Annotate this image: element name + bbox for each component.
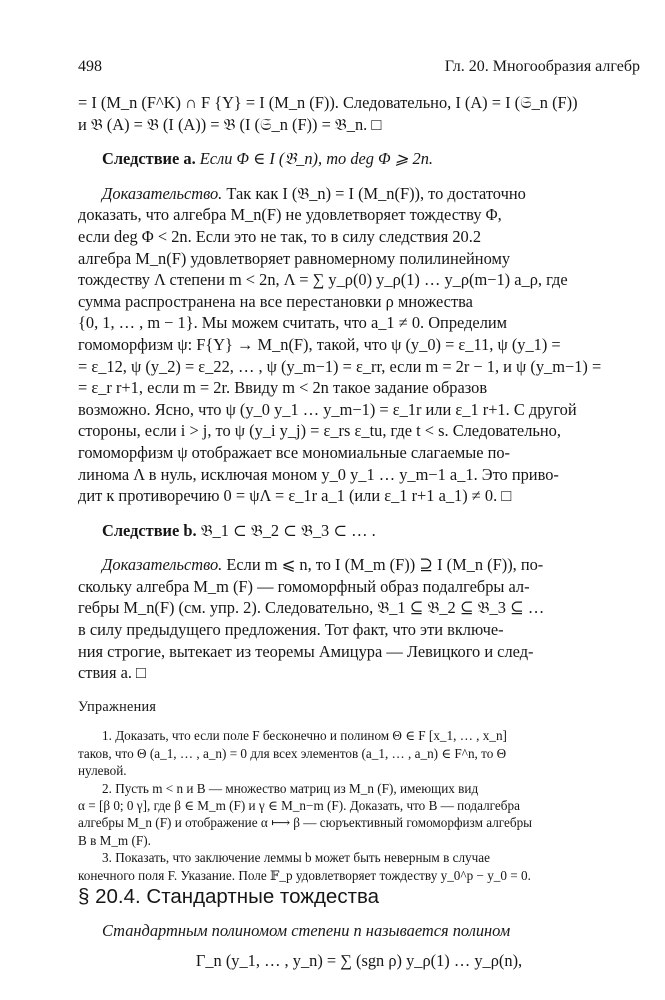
corollary-a-label: Следствие a. xyxy=(102,149,196,169)
text-line: алгебры M_n (F) и отображение α ⟼ β — сюръективный гомоморфизм алгебры xyxy=(78,815,533,831)
text-line: гомоморфизм ψ отображает все мономиальные слагаемые по- xyxy=(78,442,511,462)
text-line: и 𝔅 (A) = 𝔅 (I (A)) = 𝔅 (I (𝔖_n (F)) = 𝔅_n. □ xyxy=(78,114,382,134)
exercises-heading: Упражнения xyxy=(78,698,157,715)
exercises-list xyxy=(78,727,640,884)
exercise-item: 2. Пусть m < n и B — множество матриц из M_n (F), имеющих вид xyxy=(102,780,479,796)
text-line: алгебра M_n(F) удовлетворяет равномерному полилинейному xyxy=(78,248,511,268)
running-head: Гл. 20. Многообразия алгебр xyxy=(444,58,640,75)
text-line: ния строгие, вытекает из теоремы Амицура — Левицкого и след- xyxy=(78,641,534,661)
proof-b-label: Доказательство. xyxy=(102,555,223,575)
text-line: скольку алгебра M_m (F) — гомоморфный образ подалгебры ал- xyxy=(78,576,530,596)
corollary-a-statement: Если Φ ∈ I (𝔅_n), то deg Φ ⩾ 2n. xyxy=(199,149,433,169)
text-line: возможно. Ясно, что ψ (y_0 y_1 … y_m−1) = ε_1r или ε_1 r+1. С другой xyxy=(78,399,577,419)
text-line: {0, 1, … , m − 1}. Мы можем считать, что a_1 ≠ 0. Определим xyxy=(78,313,508,333)
corollary-b xyxy=(78,520,640,542)
exercise-item: 3. Показать, что заключение леммы b может быть неверным в случае xyxy=(102,850,490,866)
text-line: стороны, если i > j, то ψ (y_i y_j) = ε_rs ε_tu, где t < s. Следовательно, xyxy=(78,421,561,441)
text-line: = ε_12, ψ (y_2) = ε_22, … , ψ (y_m−1) = ε_rr, если m = 2r − 1, и ψ (y_m−1) = xyxy=(78,356,602,376)
text-line: линома Λ в нуль, исключая моном y_0 y_1 … y_m−1 a_1. Это приво- xyxy=(78,464,559,484)
definition-line: Стандартным полиномом степени n называется полином xyxy=(102,921,511,941)
text-line: сумма распространена на все перестановки ρ множества xyxy=(78,291,473,311)
standard-polynomial-formula: Γ_n (y_1, … , y_n) = ∑ (sgn ρ) y_ρ(1) … y_ρ(n), xyxy=(195,950,523,970)
text-line: тождеству Λ степени m < 2n, Λ = ∑ y_ρ(0) y_ρ(1) … y_ρ(m−1) a_ρ, где xyxy=(78,270,568,290)
proof-b-start xyxy=(78,554,640,576)
page-number: 498 xyxy=(78,58,102,75)
text-line: = ε_r r+1, если m = 2r. Ввиду m < 2n такое задание образов xyxy=(78,378,488,398)
body-text xyxy=(78,92,640,971)
text-line: α = [β 0; 0 γ], где β ∈ M_m (F) и γ ∈ M_n−m (F). Доказать, что B — подалгебра xyxy=(78,798,520,814)
corollary-b-statement: 𝔅_1 ⊂ 𝔅_2 ⊂ 𝔅_3 ⊂ … . xyxy=(200,520,376,540)
exercise-item: 1. Доказать, что если поле F бесконечно и полином Θ ∈ F [x_1, … , x_n] xyxy=(102,728,507,744)
text-line: = I (M_n (F^K) ∩ F {Y} = I (M_n (F)). Следовательно, I (A) = I (𝔖_n (F)) xyxy=(78,93,578,112)
text-line: ствия a. □ xyxy=(78,663,146,683)
proof-a-label: Доказательство. xyxy=(102,183,223,203)
text-line: нулевой. xyxy=(78,763,127,779)
text-line: B в M_m (F). xyxy=(78,832,151,848)
text-line: гомоморфизм ψ: F{Y} → M_n(F), такой, что ψ (y_0) = ε_11, ψ (y_1) = xyxy=(78,334,561,354)
corollary-b-label: Следствие b. xyxy=(102,520,197,540)
text-line: Если m ⩽ n, то I (M_m (F)) ⊇ I (M_n (F)), по- xyxy=(226,555,544,575)
text-line: Так как I (𝔅_n) = I (M_n(F)), то достаточно xyxy=(226,183,526,203)
section-title: § 20.4. Стандартные тождества xyxy=(78,885,380,909)
proof-a-start xyxy=(78,183,640,205)
text-line: гебры M_n(F) (см. упр. 2). Следовательно, 𝔅_1 ⊆ 𝔅_2 ⊆ 𝔅_3 ⊆ … xyxy=(78,598,545,618)
text-line: если deg Φ < 2n. Если это не так, то в силу следствия 20.2 xyxy=(78,226,482,246)
text-line: конечного поля F. Указание. Поле 𝔽_p удовлетворяет тождеству y_0^p − y_0 = 0. xyxy=(78,867,531,883)
corollary-a xyxy=(78,148,640,170)
text-line: дит к противоречию 0 = ψΛ = ε_1r a_1 (или ε_1 r+1 a_1) ≠ 0. □ xyxy=(78,486,512,506)
text-line: в силу предыдущего предложения. Тот факт, что эти включе- xyxy=(78,620,504,640)
text-line: таков, что Θ (a_1, … , a_n) = 0 для всех элементов (a_1, … , a_n) ∈ F^n, то Θ xyxy=(78,745,507,761)
text-line: доказать, что алгебра M_n(F) не удовлетворяет тождеству Φ, xyxy=(78,205,502,225)
